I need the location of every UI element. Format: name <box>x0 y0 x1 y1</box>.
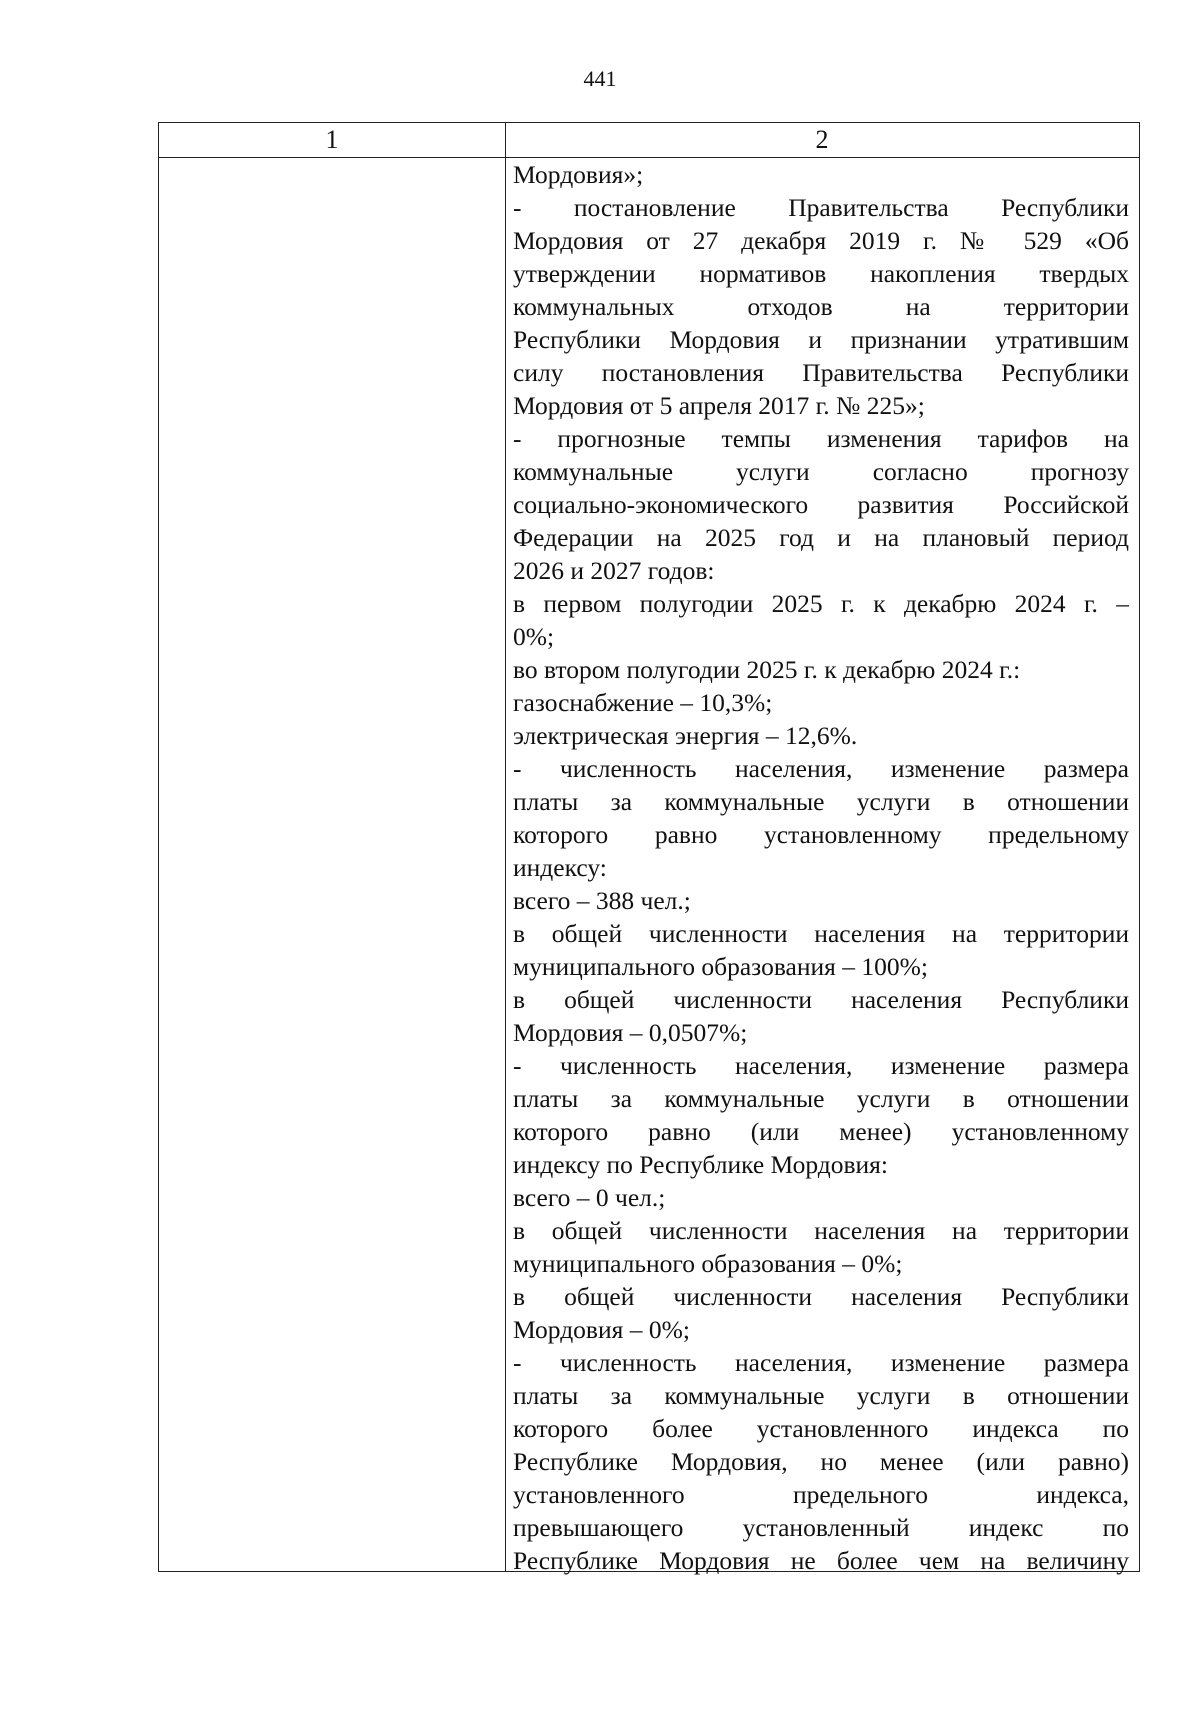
text-line: 2026 и 2027 годов: <box>513 556 715 585</box>
text-line: всего – 388 чел.; <box>513 886 691 915</box>
text-line: платы за коммунальные услуги в отношении <box>513 1084 1129 1113</box>
text-line: 0%; <box>513 622 555 651</box>
text-line: Республики Мордовия и признании утратившим <box>513 325 1129 354</box>
text-line: всего – 0 чел.; <box>513 1183 666 1212</box>
table-header-row <box>159 123 1139 158</box>
text-line: в первом полугодии 2025 г. к декабрю 2024 г. – <box>513 589 1129 618</box>
text-line: платы за коммунальные услуги в отношении <box>513 787 1129 816</box>
text-line: электрическая энергия – 12,6%. <box>513 721 858 750</box>
text-line: Мордовия от 27 декабря 2019 г. № 529 «Об <box>513 226 1129 255</box>
text-line: которого равно (или менее) установленному <box>513 1117 1129 1146</box>
column-header-1: 1 <box>325 125 339 154</box>
text-line: - постановление Правительства Республики <box>513 193 1129 222</box>
text-line: социально-экономического развития Российской <box>513 490 1129 519</box>
text-line: Мордовия – 0,0507%; <box>513 1018 748 1047</box>
text-line: - численность населения, изменение размера <box>513 754 1129 783</box>
column-divider <box>505 123 506 1571</box>
column-1-cell <box>159 158 505 1571</box>
page-number: 441 <box>583 66 617 91</box>
text-line: муниципального образования – 0%; <box>513 1249 903 1278</box>
text-line: Мордовия от 5 апреля 2017 г. № 225»; <box>513 391 925 420</box>
document-table <box>158 122 1140 1575</box>
column-2-cell <box>513 158 1129 1577</box>
text-line: индексу по Республике Мордовия: <box>513 1150 888 1179</box>
text-line: Республике Мордовия, но менее (или равно) <box>513 1447 1129 1476</box>
text-line: в общей численности населения Республики <box>513 985 1129 1014</box>
text-line: утверждении нормативов накопления твердых <box>513 259 1129 288</box>
text-line: в общей численности населения на территории <box>513 919 1129 948</box>
text-line: Республике Мордовия не более чем на величину <box>513 1546 1129 1575</box>
column-header-2: 2 <box>815 125 829 154</box>
text-line: коммунальные услуги согласно прогнозу <box>513 457 1129 486</box>
text-line: Федерации на 2025 год и на плановый период <box>513 523 1129 552</box>
text-line: платы за коммунальные услуги в отношении <box>513 1381 1129 1410</box>
text-line: газоснабжение – 10,3%; <box>513 688 773 717</box>
text-line: силу постановления Правительства Республики <box>513 358 1129 387</box>
text-line: Мордовия – 0%; <box>513 1315 690 1344</box>
text-line: индексу: <box>513 853 607 882</box>
text-line: Мордовия»; <box>513 160 644 189</box>
text-line: во втором полугодии 2025 г. к декабрю 2024 г.: <box>513 655 1021 684</box>
text-line: которого равно установленному предельному <box>513 820 1129 849</box>
text-line: - численность населения, изменение размера <box>513 1348 1129 1377</box>
text-line: коммунальных отходов на территории <box>513 292 1129 321</box>
text-line: в общей численности населения на территории <box>513 1216 1129 1245</box>
text-line: установленного предельного индекса, <box>513 1480 1129 1509</box>
text-line: которого более установленного индекса по <box>513 1414 1129 1443</box>
text-line: превышающего установленный индекс по <box>513 1513 1129 1542</box>
text-line: - численность населения, изменение размера <box>513 1051 1129 1080</box>
text-line: муниципального образования – 100%; <box>513 952 928 981</box>
text-line: в общей численности населения Республики <box>513 1282 1129 1311</box>
text-line: - прогнозные темпы изменения тарифов на <box>513 424 1129 453</box>
